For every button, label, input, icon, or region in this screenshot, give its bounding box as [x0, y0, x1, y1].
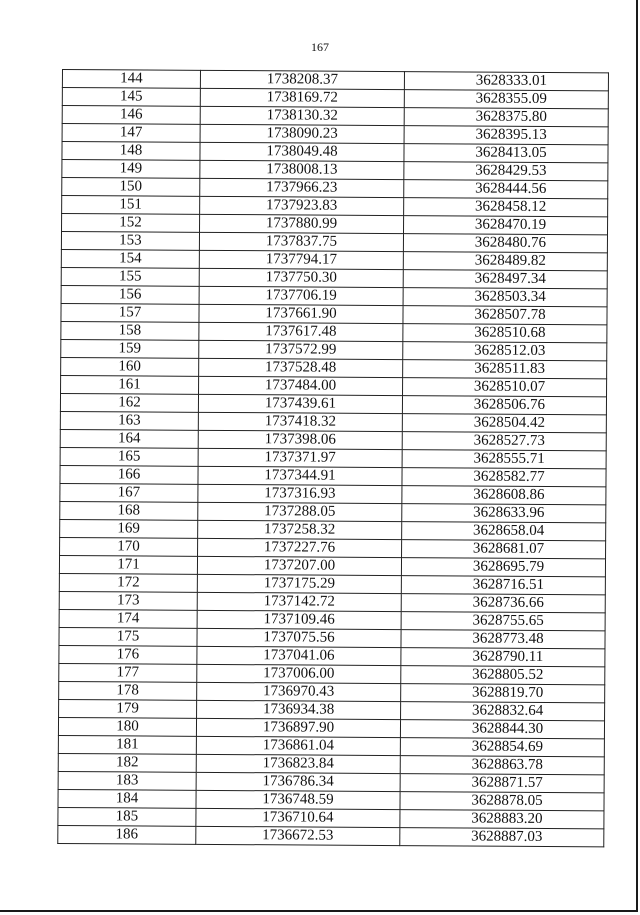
y-coordinate-cell: 3628413.05: [404, 144, 608, 163]
y-coordinate-cell: 3628489.82: [403, 252, 607, 271]
y-coordinate-cell: 3628582.77: [402, 468, 606, 487]
x-coordinate-cell: 1737142.72: [197, 592, 401, 611]
coordinates-table-body: [58, 70, 609, 847]
y-coordinate-cell: 3628507.78: [403, 306, 607, 325]
y-coordinate-cell: 3628695.79: [401, 558, 605, 577]
x-coordinate-cell: 1737572.99: [199, 340, 403, 359]
y-coordinate-cell: 3628333.01: [404, 72, 608, 91]
y-coordinate-cell: 3628504.42: [402, 414, 606, 433]
x-coordinate-cell: 1737316.93: [198, 484, 402, 503]
x-coordinate-cell: 1737041.06: [197, 646, 401, 665]
point-number-cell: 145: [62, 88, 200, 107]
point-number-cell: 163: [60, 411, 198, 430]
x-coordinate-cell: 1736823.84: [196, 754, 400, 773]
x-coordinate-cell: 1736897.90: [196, 718, 400, 737]
x-coordinate-cell: 1737371.97: [198, 448, 402, 467]
x-coordinate-cell: 1736934.38: [197, 700, 401, 719]
point-number-cell: 157: [61, 303, 199, 322]
point-number-cell: 164: [60, 429, 198, 448]
point-number-cell: 175: [59, 627, 197, 646]
x-coordinate-cell: 1737923.83: [200, 196, 404, 215]
point-number-cell: 154: [61, 249, 199, 268]
y-coordinate-cell: 3628355.09: [404, 90, 608, 109]
y-coordinate-cell: 3628511.83: [403, 360, 607, 379]
y-coordinate-cell: 3628506.76: [402, 396, 606, 415]
point-number-cell: 159: [61, 339, 199, 358]
x-coordinate-cell: 1736861.04: [196, 736, 400, 755]
point-number-cell: 153: [61, 232, 199, 251]
point-number-cell: 161: [61, 375, 199, 394]
x-coordinate-cell: 1737617.48: [199, 322, 403, 341]
y-coordinate-cell: 3628429.53: [404, 162, 608, 181]
y-coordinate-cell: 3628681.07: [402, 540, 606, 559]
y-coordinate-cell: 3628790.11: [401, 648, 605, 667]
y-coordinate-cell: 3628755.65: [401, 612, 605, 631]
x-coordinate-cell: 1737418.32: [198, 412, 402, 431]
x-coordinate-cell: 1737109.46: [197, 610, 401, 629]
y-coordinate-cell: 3628832.64: [401, 702, 605, 721]
point-number-cell: 171: [59, 555, 197, 574]
point-number-cell: 150: [62, 178, 200, 197]
x-coordinate-cell: 1737398.06: [198, 430, 402, 449]
x-coordinate-cell: 1737006.00: [197, 664, 401, 683]
y-coordinate-cell: 3628716.51: [401, 576, 605, 595]
y-coordinate-cell: 3628805.52: [401, 666, 605, 685]
x-coordinate-cell: 1737880.99: [200, 214, 404, 233]
x-coordinate-cell: 1737207.00: [197, 556, 401, 575]
x-coordinate-cell: 1736970.43: [197, 682, 401, 701]
point-number-cell: 172: [59, 573, 197, 592]
point-number-cell: 148: [62, 142, 200, 161]
y-coordinate-cell: 3628887.03: [400, 828, 604, 847]
x-coordinate-cell: 1737227.76: [198, 538, 402, 557]
table-row: [58, 825, 604, 846]
y-coordinate-cell: 3628878.05: [400, 792, 604, 811]
x-coordinate-cell: 1737439.61: [198, 394, 402, 413]
point-number-cell: 182: [58, 753, 196, 772]
y-coordinate-cell: 3628510.68: [403, 324, 607, 343]
x-coordinate-cell: 1738049.48: [200, 142, 404, 161]
page-number: 167: [311, 40, 329, 54]
y-coordinate-cell: 3628395.13: [404, 126, 608, 145]
x-coordinate-cell: 1738208.37: [200, 70, 404, 89]
y-coordinate-cell: 3628480.76: [403, 234, 607, 253]
y-coordinate-cell: 3628470.19: [404, 216, 608, 235]
y-coordinate-cell: 3628773.48: [401, 630, 605, 649]
point-number-cell: 165: [60, 447, 198, 466]
point-number-cell: 144: [62, 70, 200, 89]
point-number-cell: 181: [58, 735, 196, 754]
x-coordinate-cell: 1738090.23: [200, 124, 404, 143]
x-coordinate-cell: 1736672.53: [196, 826, 400, 845]
x-coordinate-cell: 1736748.59: [196, 790, 400, 809]
x-coordinate-cell: 1737661.90: [199, 304, 403, 323]
y-coordinate-cell: 3628658.04: [402, 522, 606, 541]
x-coordinate-cell: 1737837.75: [199, 232, 403, 251]
y-coordinate-cell: 3628883.20: [400, 810, 604, 829]
y-coordinate-cell: 3628854.69: [400, 738, 604, 757]
x-coordinate-cell: 1737966.23: [200, 178, 404, 197]
x-coordinate-cell: 1737794.17: [199, 250, 403, 269]
point-number-cell: 173: [59, 591, 197, 610]
point-number-cell: 166: [60, 465, 198, 484]
point-number-cell: 149: [62, 160, 200, 179]
x-coordinate-cell: 1736710.64: [196, 808, 400, 827]
x-coordinate-cell: 1737258.32: [198, 520, 402, 539]
x-coordinate-cell: 1737706.19: [199, 286, 403, 305]
point-number-cell: 183: [58, 771, 196, 790]
y-coordinate-cell: 3628844.30: [400, 720, 604, 739]
x-coordinate-cell: 1738008.13: [200, 160, 404, 179]
y-coordinate-cell: 3628736.66: [401, 594, 605, 613]
point-number-cell: 146: [62, 106, 200, 125]
x-coordinate-cell: 1737484.00: [199, 376, 403, 395]
y-coordinate-cell: 3628503.34: [403, 288, 607, 307]
point-number-cell: 152: [62, 214, 200, 233]
x-coordinate-cell: 1737175.29: [197, 574, 401, 593]
x-coordinate-cell: 1737075.56: [197, 628, 401, 647]
y-coordinate-cell: 3628871.57: [400, 774, 604, 793]
x-coordinate-cell: 1737528.48: [199, 358, 403, 377]
y-coordinate-cell: 3628444.56: [404, 180, 608, 199]
point-number-cell: 158: [61, 321, 199, 340]
point-number-cell: 162: [60, 393, 198, 412]
x-coordinate-cell: 1738169.72: [200, 88, 404, 107]
x-coordinate-cell: 1737288.05: [198, 502, 402, 521]
coordinates-table: [57, 69, 609, 847]
x-coordinate-cell: 1737344.91: [198, 466, 402, 485]
y-coordinate-cell: 3628633.96: [402, 504, 606, 523]
y-coordinate-cell: 3628555.71: [402, 450, 606, 469]
x-coordinate-cell: 1737750.30: [199, 268, 403, 287]
point-number-cell: 184: [58, 789, 196, 808]
point-number-cell: 180: [58, 717, 196, 736]
point-number-cell: 179: [59, 699, 197, 718]
y-coordinate-cell: 3628863.78: [400, 756, 604, 775]
point-number-cell: 185: [58, 807, 196, 826]
point-number-cell: 186: [58, 825, 196, 844]
point-number-cell: 155: [61, 267, 199, 286]
x-coordinate-cell: 1738130.32: [200, 106, 404, 125]
x-coordinate-cell: 1736786.34: [196, 772, 400, 791]
y-coordinate-cell: 3628512.03: [403, 342, 607, 361]
point-number-cell: 170: [60, 537, 198, 556]
point-number-cell: 160: [61, 357, 199, 376]
y-coordinate-cell: 3628375.80: [404, 108, 608, 127]
point-number-cell: 156: [61, 285, 199, 304]
point-number-cell: 167: [60, 483, 198, 502]
point-number-cell: 169: [60, 519, 198, 538]
y-coordinate-cell: 3628527.73: [402, 432, 606, 451]
point-number-cell: 174: [59, 609, 197, 628]
y-coordinate-cell: 3628819.70: [401, 684, 605, 703]
y-coordinate-cell: 3628458.12: [404, 198, 608, 217]
point-number-cell: 151: [62, 196, 200, 215]
point-number-cell: 176: [59, 645, 197, 664]
y-coordinate-cell: 3628497.34: [403, 270, 607, 289]
y-coordinate-cell: 3628608.86: [402, 486, 606, 505]
point-number-cell: 147: [62, 124, 200, 143]
point-number-cell: 178: [59, 681, 197, 700]
point-number-cell: 177: [59, 663, 197, 682]
point-number-cell: 168: [60, 501, 198, 520]
y-coordinate-cell: 3628510.07: [403, 378, 607, 397]
